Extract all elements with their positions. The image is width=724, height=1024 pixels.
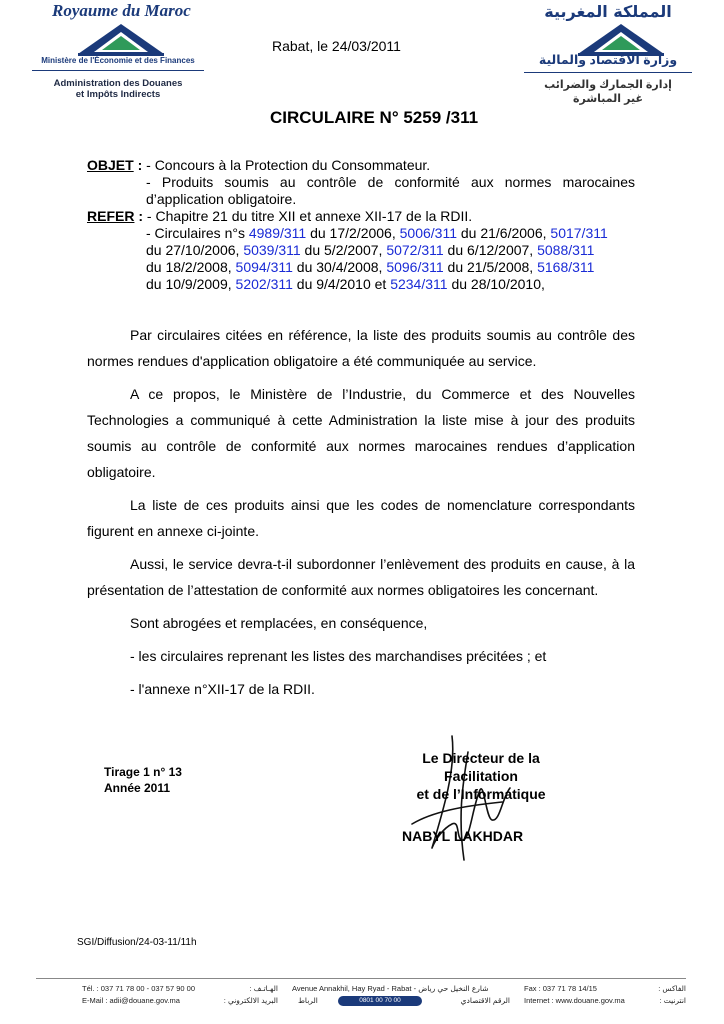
tirage-info [104, 764, 182, 796]
header-left-divider [32, 70, 204, 71]
footer-address-ar: شارع النخيل حي رياض - الرباط [298, 984, 489, 1005]
objet-label: OBJET [87, 157, 134, 173]
circular-link-9[interactable]: 5202/311 [235, 276, 293, 292]
body-paragraph-4: Aussi, le service devra-t-il subordonner l’enlèvement des produits en cause, à la présentation de l’attestation de conformité aux normes obligatoires les concernant. [87, 556, 635, 598]
circular-link-8[interactable]: 5168/311 [537, 259, 595, 275]
footer-email-ar: البريد الالكتروني : [223, 996, 278, 1005]
circular-title: CIRCULAIRE N° 5259 /311 [270, 108, 479, 127]
signatory-title-line-1: Le Directeur de la Facilitation [422, 750, 540, 784]
circular-link-2[interactable]: 5017/311 [550, 225, 608, 241]
circular-date-6: du 30/4/2008, [292, 259, 387, 275]
circular-date-1: du 21/6/2006, [456, 225, 551, 241]
body-paragraph-1: Par circulaires citées en référence, la liste des produits soumis au contrôle des normes rendues d'application obligatoire a été communiquée au service. [87, 327, 635, 369]
signatory-title-line-2: et de l’Informatique [416, 786, 546, 802]
tirage-year: Année 2011 [104, 781, 171, 795]
objet-line-3: d’application obligatoire. [146, 191, 297, 207]
footer-internet-ar: انترنيت : [659, 996, 686, 1005]
refer-line-1 [87, 208, 635, 225]
circular-date-10: du 28/10/2010, [447, 276, 545, 292]
header-right-divider [524, 72, 692, 73]
ministry-label-ar: وزارة الاقتصاد والمالية [538, 53, 678, 67]
circular-date-4: du 6/12/2007, [443, 242, 538, 258]
kingdom-label-ar: المملكة المغربية [544, 2, 672, 21]
body-list-item-1: - les circulaires reprenant les listes des marchandises précitées ; et [130, 648, 547, 664]
footer-green-number-badge: 0801 00 70 00 [338, 996, 422, 1006]
footer-tel-ar: الهـاتـف : [249, 984, 278, 993]
ministry-label-fr: Ministère de l'Économie et des Finances [41, 56, 195, 65]
circular-link-10[interactable]: 5234/311 [390, 276, 448, 292]
circular-link-3[interactable]: 5039/311 [243, 242, 301, 258]
circular-date-0: du 17/2/2006, [306, 225, 400, 241]
objet-separator: : [133, 157, 147, 173]
refer-text-1: - Chapitre 21 du titre XII et annexe XII-17 de la RDII. [146, 208, 473, 224]
administration-line-1: Administration des Douanes [53, 78, 183, 89]
footer-fax: Fax : 037 71 78 14/15 [524, 984, 597, 993]
circular-link-4[interactable]: 5072/311 [386, 242, 444, 258]
header-left-block [18, 0, 218, 110]
refer-separator: : [134, 208, 147, 224]
body-paragraph-3: La liste de ces produits ainsi que les codes de nomenclature correspondants figurent en annexe ci-jointe. [87, 497, 635, 539]
footer-contact-fr [82, 983, 202, 1007]
circular-date-9: du 9/4/2010 et [292, 276, 391, 292]
circular-link-0[interactable]: 4989/311 [248, 225, 307, 241]
footer-address-fr: Avenue Annakhil, Hay Ryad - Rabat [292, 984, 412, 993]
footer-divider [36, 978, 686, 979]
objet-text-1: - Concours à la Protection du Consommateur. [146, 157, 431, 173]
circular-date-3: du 5/2/2007, [300, 242, 387, 258]
body-list-item-2: - l'annexe n°XII-17 de la RDII. [130, 681, 315, 697]
administration-label-ar [506, 78, 710, 106]
circular-date-8: du 10/9/2009, [146, 276, 236, 292]
refer-circulars-prefix: - Circulaires n°s [146, 225, 249, 241]
administration-label-fr [18, 78, 218, 100]
refer-circulars-list [87, 225, 635, 293]
footer-email: E-Mail : adii@douane.gov.ma [82, 996, 180, 1005]
signatory-title [386, 749, 576, 803]
footer-green-number-ar: الرقم الاقتصادي [460, 996, 510, 1005]
customs-logo-icon [74, 22, 168, 56]
circular-link-5[interactable]: 5088/311 [537, 242, 595, 258]
header-right-block [506, 0, 710, 110]
circular-body [87, 322, 635, 709]
footer-tel: Tél. : 037 71 78 00 - 037 57 90 00 [82, 984, 196, 993]
circular-link-1[interactable]: 5006/311 [399, 225, 457, 241]
objet-refer-block [87, 157, 635, 293]
circular-date-7: du 21/5/2008, [443, 259, 538, 275]
refer-label: REFER [87, 208, 135, 224]
body-paragraph-5: Sont abrogées et remplacées, en conséquence, [130, 615, 428, 631]
administration-ar-line-2: غير المباشرة [573, 93, 643, 105]
footer-fax-fr [524, 983, 634, 1007]
footer-internet: Internet : www.douane.gov.ma [524, 996, 625, 1005]
footer-fax-ar: الفاكس : [658, 984, 686, 993]
objet-line-2: - Produits soumis au contrôle de conformité aux normes marocaines [146, 174, 635, 190]
footer-fax-ar-block [634, 983, 686, 1007]
administration-ar-line-1: إدارة الجمارك والضرائب [544, 79, 672, 91]
tirage-number: Tirage 1 n° 13 [104, 765, 182, 779]
objet-line-1 [87, 157, 635, 174]
circular-link-6[interactable]: 5094/311 [235, 259, 293, 275]
circular-date-5: du 18/2/2008, [146, 259, 236, 275]
body-paragraph-2: A ce propos, le Ministère de l’Industrie, du Commerce et des Nouvelles Technologies a communiqué à cette Administration la liste mise à jour des produits soumis au contrôle de conformité aux normes marocaines rendues d’application obligatoire. [87, 386, 635, 480]
diffusion-reference: SGI/Diffusion/24-03-11/11h [77, 937, 197, 948]
footer-contact-ar [208, 983, 278, 1007]
circular-link-7[interactable]: 5096/311 [386, 259, 444, 275]
circular-date-2: du 27/10/2006, [146, 242, 244, 258]
signatory-name: NABYL LAKHDAR [402, 828, 524, 844]
kingdom-label-fr: Royaume du Maroc [52, 1, 191, 20]
administration-line-2: et Impôts Indirects [75, 89, 161, 100]
document-date: Rabat, le 24/03/2011 [272, 38, 401, 54]
customs-logo-icon [574, 22, 668, 56]
